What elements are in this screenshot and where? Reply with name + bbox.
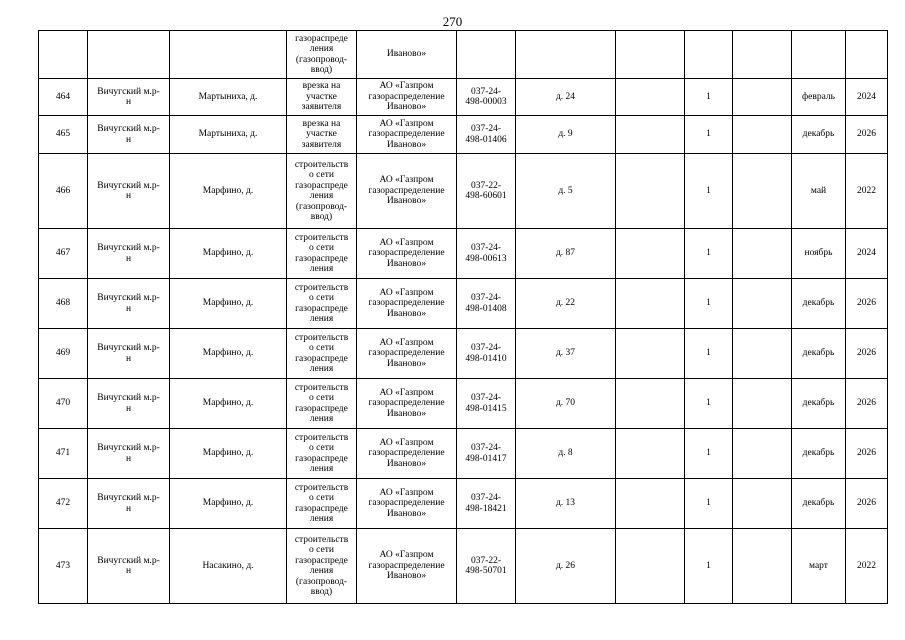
cell-empty-1 [616, 79, 685, 116]
cell-code: 037-22- 498-60601 [457, 154, 516, 229]
cell-work-type: врезка на участке заявителя [287, 79, 357, 116]
cell-code: 037-24- 498-00613 [457, 229, 516, 279]
cell-empty-1 [616, 329, 685, 379]
cell-quantity [685, 31, 733, 79]
cell-house: д. 22 [516, 279, 616, 329]
cell-year: 2024 [846, 79, 888, 116]
cell-district: Вичугский м.р- н [88, 429, 170, 479]
cell-code: 037-24- 498-01406 [457, 116, 516, 154]
cell-work-type: строительств о сети газораспреде ления (газопровод- ввод) [287, 154, 357, 229]
cell-district: Вичугский м.р- н [88, 154, 170, 229]
table-row [39, 229, 888, 279]
cell-code: 037-24- 498-01415 [457, 379, 516, 429]
table-row [39, 79, 888, 116]
table-body [39, 31, 888, 604]
cell-house: д. 87 [516, 229, 616, 279]
cell-no: 468 [39, 279, 88, 329]
cell-empty-1 [616, 154, 685, 229]
cell-quantity: 1 [685, 279, 733, 329]
cell-locality: Марфино, д. [170, 329, 287, 379]
cell-district: Вичугский м.р- н [88, 116, 170, 154]
cell-locality: Насакино, д. [170, 529, 287, 604]
cell-empty-2 [733, 116, 792, 154]
cell-work-type: строительств о сети газораспреде ления [287, 279, 357, 329]
cell-no: 471 [39, 429, 88, 479]
cell-organization: АО «Газпром газораспределение Иваново» [357, 154, 457, 229]
cell-organization: АО «Газпром газораспределение Иваново» [357, 229, 457, 279]
cell-year: 2022 [846, 529, 888, 604]
cell-month: март [792, 529, 846, 604]
cell-quantity: 1 [685, 79, 733, 116]
cell-quantity: 1 [685, 529, 733, 604]
cell-empty-2 [733, 279, 792, 329]
cell-month: февраль [792, 79, 846, 116]
cell-quantity: 1 [685, 154, 733, 229]
cell-locality: Марфино, д. [170, 379, 287, 429]
cell-year: 2024 [846, 229, 888, 279]
cell-house: д. 24 [516, 79, 616, 116]
cell-empty-2 [733, 429, 792, 479]
cell-district: Вичугский м.р- н [88, 79, 170, 116]
cell-organization: АО «Газпром газораспределение Иваново» [357, 116, 457, 154]
cell-district: Вичугский м.р- н [88, 229, 170, 279]
cell-code: 037-22- 498-50701 [457, 529, 516, 604]
cell-house: д. 9 [516, 116, 616, 154]
cell-year: 2026 [846, 379, 888, 429]
cell-no: 464 [39, 79, 88, 116]
cell-empty-2 [733, 79, 792, 116]
table-row [39, 116, 888, 154]
cell-empty-1 [616, 31, 685, 79]
cell-work-type: врезка на участке заявителя [287, 116, 357, 154]
cell-work-type: строительств о сети газораспреде ления [287, 379, 357, 429]
cell-district: Вичугский м.р- н [88, 529, 170, 604]
cell-house [516, 31, 616, 79]
cell-code [457, 31, 516, 79]
cell-empty-1 [616, 379, 685, 429]
cell-organization: АО «Газпром газораспределение Иваново» [357, 529, 457, 604]
table-row [39, 279, 888, 329]
cell-month: декабрь [792, 116, 846, 154]
cell-work-type: газораспреде ления (газопровод- ввод) [287, 31, 357, 79]
cell-house: д. 5 [516, 154, 616, 229]
table-row [39, 154, 888, 229]
cell-code: 037-24- 498-01410 [457, 329, 516, 379]
cell-organization: Иваново» [357, 31, 457, 79]
cell-organization: АО «Газпром газораспределение Иваново» [357, 379, 457, 429]
cell-no: 470 [39, 379, 88, 429]
cell-district: Вичугский м.р- н [88, 329, 170, 379]
cell-organization: АО «Газпром газораспределение Иваново» [357, 429, 457, 479]
cell-district [88, 31, 170, 79]
cell-code: 037-24- 498-01408 [457, 279, 516, 329]
cell-house: д. 8 [516, 429, 616, 479]
cell-empty-1 [616, 279, 685, 329]
cell-house: д. 26 [516, 529, 616, 604]
cell-code: 037-24- 498-01417 [457, 429, 516, 479]
cell-locality: Марфино, д. [170, 479, 287, 529]
cell-month: ноябрь [792, 229, 846, 279]
cell-house: д. 13 [516, 479, 616, 529]
cell-empty-2 [733, 379, 792, 429]
cell-empty-2 [733, 479, 792, 529]
cell-month: декабрь [792, 329, 846, 379]
cell-year [846, 31, 888, 79]
cell-locality [170, 31, 287, 79]
cell-no: 465 [39, 116, 88, 154]
cell-district: Вичугский м.р- н [88, 279, 170, 329]
cell-empty-1 [616, 529, 685, 604]
cell-quantity: 1 [685, 379, 733, 429]
gas-connection-table [38, 30, 888, 604]
cell-organization: АО «Газпром газораспределение Иваново» [357, 479, 457, 529]
cell-empty-1 [616, 116, 685, 154]
table-row [39, 529, 888, 604]
cell-locality: Марфино, д. [170, 154, 287, 229]
page-number: 270 [442, 14, 463, 29]
cell-year: 2026 [846, 429, 888, 479]
cell-quantity: 1 [685, 479, 733, 529]
cell-month: декабрь [792, 279, 846, 329]
cell-house: д. 70 [516, 379, 616, 429]
cell-empty-2 [733, 329, 792, 379]
cell-quantity: 1 [685, 429, 733, 479]
cell-empty-1 [616, 229, 685, 279]
cell-work-type: строительств о сети газораспреде ления [287, 229, 357, 279]
table-row [39, 429, 888, 479]
cell-empty-2 [733, 229, 792, 279]
cell-locality: Марфино, д. [170, 429, 287, 479]
cell-empty-2 [733, 154, 792, 229]
cell-house: д. 37 [516, 329, 616, 379]
cell-year: 2026 [846, 479, 888, 529]
cell-year: 2026 [846, 116, 888, 154]
cell-locality: Мартыниха, д. [170, 116, 287, 154]
cell-work-type: строительств о сети газораспреде ления [287, 429, 357, 479]
cell-empty-1 [616, 479, 685, 529]
cell-empty-2 [733, 31, 792, 79]
cell-empty-1 [616, 429, 685, 479]
cell-quantity: 1 [685, 229, 733, 279]
cell-work-type: строительств о сети газораспреде ления [287, 329, 357, 379]
cell-no: 467 [39, 229, 88, 279]
cell-no: 472 [39, 479, 88, 529]
cell-work-type: строительств о сети газораспреде ления (газопровод- ввод) [287, 529, 357, 604]
table-row [39, 479, 888, 529]
cell-organization: АО «Газпром газораспределение Иваново» [357, 79, 457, 116]
cell-code: 037-24- 498-00003 [457, 79, 516, 116]
cell-quantity: 1 [685, 116, 733, 154]
cell-empty-2 [733, 529, 792, 604]
cell-no: 473 [39, 529, 88, 604]
cell-month: декабрь [792, 429, 846, 479]
cell-organization: АО «Газпром газораспределение Иваново» [357, 279, 457, 329]
cell-quantity: 1 [685, 329, 733, 379]
cell-locality: Марфино, д. [170, 229, 287, 279]
cell-year: 2026 [846, 279, 888, 329]
cell-month [792, 31, 846, 79]
cell-month: май [792, 154, 846, 229]
cell-no: 466 [39, 154, 88, 229]
cell-district: Вичугский м.р- н [88, 479, 170, 529]
cell-month: декабрь [792, 379, 846, 429]
cell-locality: Марфино, д. [170, 279, 287, 329]
cell-code: 037-24- 498-18421 [457, 479, 516, 529]
cell-work-type: строительств о сети газораспреде ления [287, 479, 357, 529]
continuation-row [39, 31, 888, 79]
cell-no [39, 31, 88, 79]
cell-district: Вичугский м.р- н [88, 379, 170, 429]
cell-no: 469 [39, 329, 88, 379]
cell-year: 2022 [846, 154, 888, 229]
cell-year: 2026 [846, 329, 888, 379]
cell-month: декабрь [792, 479, 846, 529]
cell-organization: АО «Газпром газораспределение Иваново» [357, 329, 457, 379]
cell-locality: Мартыниха, д. [170, 79, 287, 116]
table-row [39, 379, 888, 429]
table-row [39, 329, 888, 379]
